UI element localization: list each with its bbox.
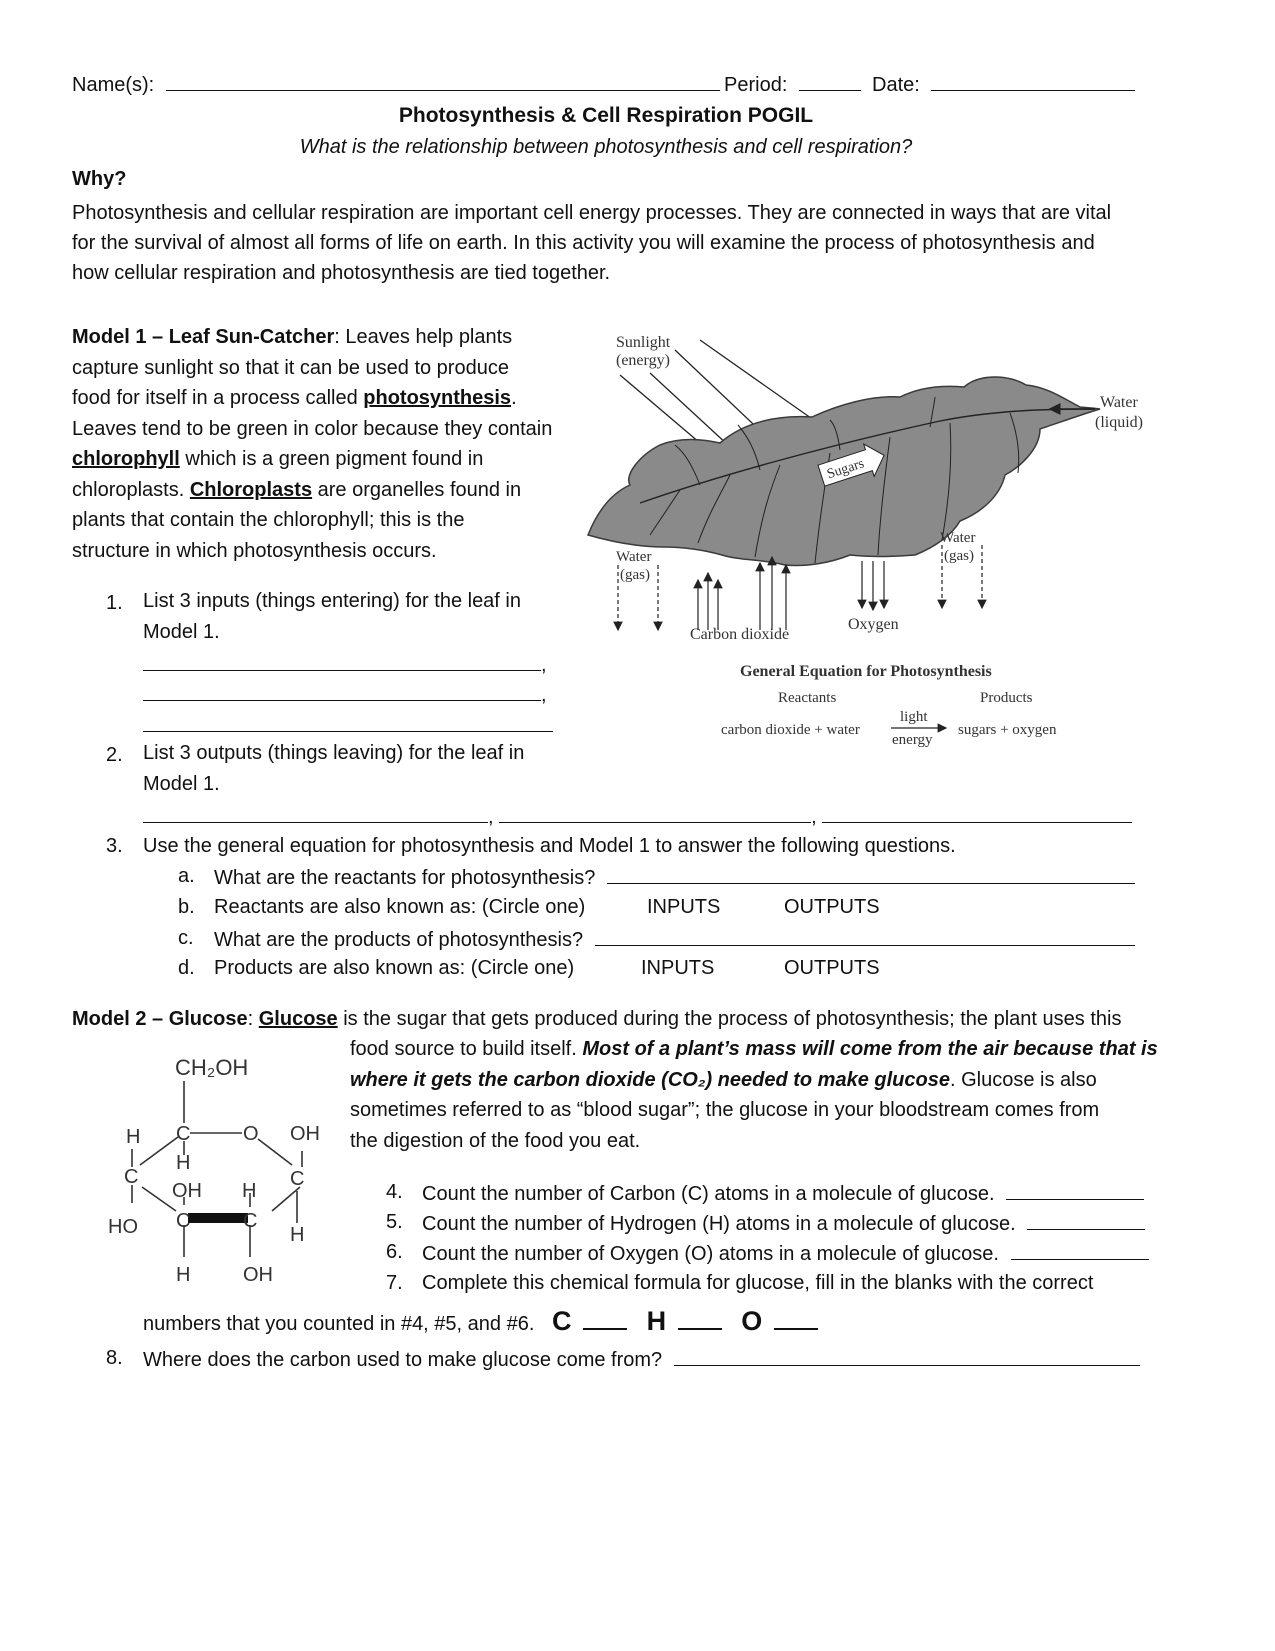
q2-comma-1: ,: [488, 806, 494, 828]
model1-line-3: food for itself in a process called: [72, 387, 364, 409]
q5-text: Count the number of Hydrogen (H) atoms in a molecule of glucose.: [422, 1213, 1016, 1235]
q4-input[interactable]: [1006, 1181, 1144, 1200]
term-chlorophyll: chlorophyll: [72, 448, 180, 470]
q6-text: Count the number of Oxygen (O) atoms in a molecule of glucose.: [422, 1243, 999, 1265]
q2-comma-2: ,: [811, 806, 817, 828]
q1-number: 1.: [106, 592, 123, 614]
q8-row: [143, 1347, 1140, 1372]
q3c-row: [214, 927, 1135, 952]
model2-colon: :: [247, 1008, 259, 1030]
q4-row: [422, 1181, 1144, 1206]
q7-line-1: Complete this chemical formula for glucose, fill in the blanks with the correct: [422, 1272, 1094, 1294]
atom-c-left: C: [124, 1166, 139, 1188]
ring-front-bond: [188, 1213, 248, 1223]
period-row: [724, 72, 861, 97]
q6-row: [422, 1241, 1149, 1266]
q7-number: 7.: [386, 1272, 403, 1294]
q2-line-1: List 3 outputs (things leaving) for the leaf in: [143, 742, 525, 764]
q3c-input[interactable]: [595, 927, 1135, 946]
carbon-dioxide-arrows: [698, 557, 786, 630]
q2-input-1[interactable]: [143, 804, 488, 823]
date-row: [872, 72, 1135, 97]
q6-input[interactable]: [1011, 1241, 1149, 1260]
model1-line-4: Leaves tend to be green in color because they contain: [72, 417, 553, 440]
q8-number: 8.: [106, 1347, 123, 1369]
equation-title: General Equation for Photosynthesis: [740, 663, 992, 680]
atom-oh-inner: OH: [172, 1180, 202, 1202]
term-chloroplasts: Chloroplasts: [189, 478, 313, 501]
atom-c-bottom-right: C: [243, 1210, 258, 1232]
model2-line-1: [72, 1008, 1121, 1031]
model1-line-1: : Leaves help plants: [334, 326, 513, 348]
water-liquid-sub: (liquid): [1095, 414, 1143, 431]
name-field[interactable]: [166, 72, 720, 91]
water-liquid-label: Water: [1100, 394, 1138, 411]
q1-input-1[interactable]: [143, 652, 541, 671]
period-label: Period:: [724, 74, 788, 96]
date-field[interactable]: [931, 72, 1135, 91]
q5-number: 5.: [386, 1211, 403, 1233]
q5-input[interactable]: [1027, 1211, 1145, 1230]
model2-line-5: the digestion of the food you eat.: [350, 1129, 641, 1152]
equation-light: light: [900, 709, 928, 725]
atom-h-right-bottom: H: [290, 1224, 305, 1246]
q2-line-2: Model 1.: [143, 772, 220, 795]
q8-text: Where does the carbon used to make glucose come from?: [143, 1349, 663, 1371]
q3b-option-outputs[interactable]: OUTPUTS: [784, 896, 880, 918]
q1-answer-1: [143, 652, 547, 677]
period-field[interactable]: [799, 72, 861, 91]
q3d-text: Products are also known as: (Circle one): [214, 957, 575, 979]
atom-h-inner: H: [242, 1180, 257, 1202]
sugars-label: Sugars: [825, 456, 867, 483]
term-photosynthesis: photosynthesis: [363, 387, 512, 409]
model1-line-5: which is a green pigment found in: [179, 448, 484, 470]
model1-text: [72, 322, 552, 566]
q7-line-2-row: [143, 1306, 818, 1337]
q3-number: 3.: [106, 835, 123, 857]
q4-text: Count the number of Carbon (C) atoms in a molecule of glucose.: [422, 1183, 995, 1205]
q3a-text: What are the reactants for photosynthesis?: [214, 867, 596, 889]
name-label: Name(s):: [72, 74, 155, 96]
model1-line-6-end: are organelles found in: [312, 478, 522, 501]
q3a-row: [214, 865, 1135, 890]
water-gas-left-sub: (gas): [620, 567, 650, 583]
formula-c: C: [551, 1306, 572, 1336]
model1-line-7: plants that contain the chlorophyll; this is the: [72, 509, 465, 531]
q3c-number: c.: [178, 927, 194, 949]
name-row: [72, 72, 720, 97]
reactants-label: Reactants: [778, 690, 837, 706]
q1-text: [143, 586, 521, 647]
term-glucose: Glucose: [258, 1008, 338, 1030]
q6-number: 6.: [386, 1241, 403, 1263]
q1-line-2: Model 1.: [143, 620, 220, 643]
atom-c-right: C: [290, 1168, 305, 1190]
formula-o: O: [741, 1306, 763, 1336]
q3d-option-outputs[interactable]: OUTPUTS: [784, 957, 880, 979]
q5-row: [422, 1211, 1145, 1236]
energy-label: (energy): [616, 352, 670, 369]
model2-text: [350, 1034, 1158, 1156]
why-heading: Why?: [72, 168, 127, 190]
q3-text: Use the general equation for photosynthesis and Model 1 to answer the following questions.: [143, 835, 956, 857]
formula-h-input[interactable]: [678, 1310, 722, 1330]
q1-comma-2: ,: [541, 684, 547, 706]
oxygen-label: Oxygen: [848, 616, 899, 633]
water-gas-right-label: Water: [940, 530, 976, 546]
q7-line-2: numbers that you counted in #4, #5, and #6.: [143, 1313, 535, 1335]
q8-input[interactable]: [674, 1347, 1140, 1366]
model1-line-6: chloroplasts.: [72, 478, 190, 501]
why-line-3: how cellular respiration and photosynthesis are tied together.: [72, 262, 611, 284]
water-gas-left-label: Water: [616, 549, 652, 565]
water-gas-right-sub: (gas): [944, 548, 974, 564]
sunlight-label: Sunlight: [616, 334, 671, 351]
model2-line-2: food source to build itself.: [350, 1038, 583, 1060]
model1-line-3-end: .: [511, 387, 517, 409]
q2-input-3[interactable]: [822, 804, 1132, 823]
formula-h: H: [646, 1306, 667, 1336]
atom-h-bottom: H: [176, 1264, 191, 1286]
page-title: Photosynthesis & Cell Respiration POGIL: [398, 104, 814, 127]
q2-input-2[interactable]: [499, 804, 811, 823]
atom-o-ring: O: [243, 1123, 259, 1145]
atom-c-bottom-left: C: [176, 1210, 191, 1232]
q3a-number: a.: [178, 865, 195, 887]
model2-emphasis-2: where it gets the carbon dioxide (CO₂) needed to make glucose: [350, 1068, 950, 1091]
products-label: Products: [980, 690, 1033, 706]
q1-comma-1: ,: [541, 654, 547, 676]
q1-input-3[interactable]: [143, 713, 553, 732]
q2-number: 2.: [106, 744, 123, 766]
atom-ho-left: HO: [108, 1216, 138, 1238]
model1-heading: Model 1 – Leaf Sun-Catcher: [72, 326, 335, 348]
why-line-1: Photosynthesis and cellular respiration are important cell energy processes. They are connected in ways that are vital: [72, 202, 1112, 224]
atom-oh-right: OH: [290, 1123, 320, 1145]
q3d-number: d.: [178, 957, 195, 979]
equation-left: carbon dioxide + water: [721, 722, 860, 738]
atom-h-c1: H: [176, 1152, 191, 1174]
why-line-2: for the survival of almost all forms of life on earth. In this activity you will examine the process of photosynthesis and: [72, 232, 1095, 254]
q3b-number: b.: [178, 896, 195, 918]
equation-energy: energy: [892, 732, 933, 748]
q2-answers: [143, 804, 1132, 829]
q2-text: [143, 738, 524, 799]
glucose-structure: [100, 1045, 340, 1295]
equation-right: sugars + oxygen: [958, 722, 1057, 738]
oxygen-arrows: [862, 561, 884, 610]
model2-heading: Model 2 – Glucose: [72, 1008, 248, 1030]
model2-line-4: sometimes referred to as “blood sugar”; the glucose in your bloodstream comes from: [350, 1099, 1100, 1121]
formula-c-input[interactable]: [583, 1310, 627, 1330]
q3b-option-inputs[interactable]: INPUTS: [647, 896, 721, 918]
q4-number: 4.: [386, 1181, 403, 1203]
model2-line-3: . Glucose is also: [949, 1068, 1097, 1091]
q3b-text: Reactants are also known as: (Circle one): [214, 896, 586, 918]
atom-c1: C: [176, 1123, 191, 1145]
atom-h-left-top: H: [126, 1126, 141, 1148]
date-label: Date:: [872, 74, 920, 96]
model1-line-8: structure in which photosynthesis occurs.: [72, 539, 437, 562]
carbon-dioxide-label: Carbon dioxide: [690, 626, 790, 643]
q1-answer-2: [143, 682, 547, 707]
model2-emphasis-1: Most of a plant’s mass will come from the air because that is: [582, 1038, 1158, 1060]
q1-line-1: List 3 inputs (things entering) for the leaf in: [143, 590, 521, 612]
q3a-input[interactable]: [607, 865, 1135, 884]
q3c-text: What are the products of photosynthesis?: [214, 929, 584, 951]
why-paragraph: [72, 197, 1111, 289]
model1-line-2: capture sunlight so that it can be used to produce: [72, 356, 509, 379]
ch2oh-label: CH₂OH: [175, 1055, 249, 1080]
page-subtitle: What is the relationship between photosynthesis and cell respiration?: [299, 136, 913, 158]
formula-o-input[interactable]: [774, 1310, 818, 1330]
q3d-option-inputs[interactable]: INPUTS: [641, 957, 715, 979]
q1-answer-3: [143, 713, 553, 738]
leaf-diagram: [580, 325, 1180, 775]
q1-input-2[interactable]: [143, 682, 541, 701]
model2-line-1-rest: is the sugar that gets produced during the process of photosynthesis; the plant uses this: [337, 1008, 1122, 1030]
atom-oh-bottom: OH: [243, 1264, 273, 1286]
